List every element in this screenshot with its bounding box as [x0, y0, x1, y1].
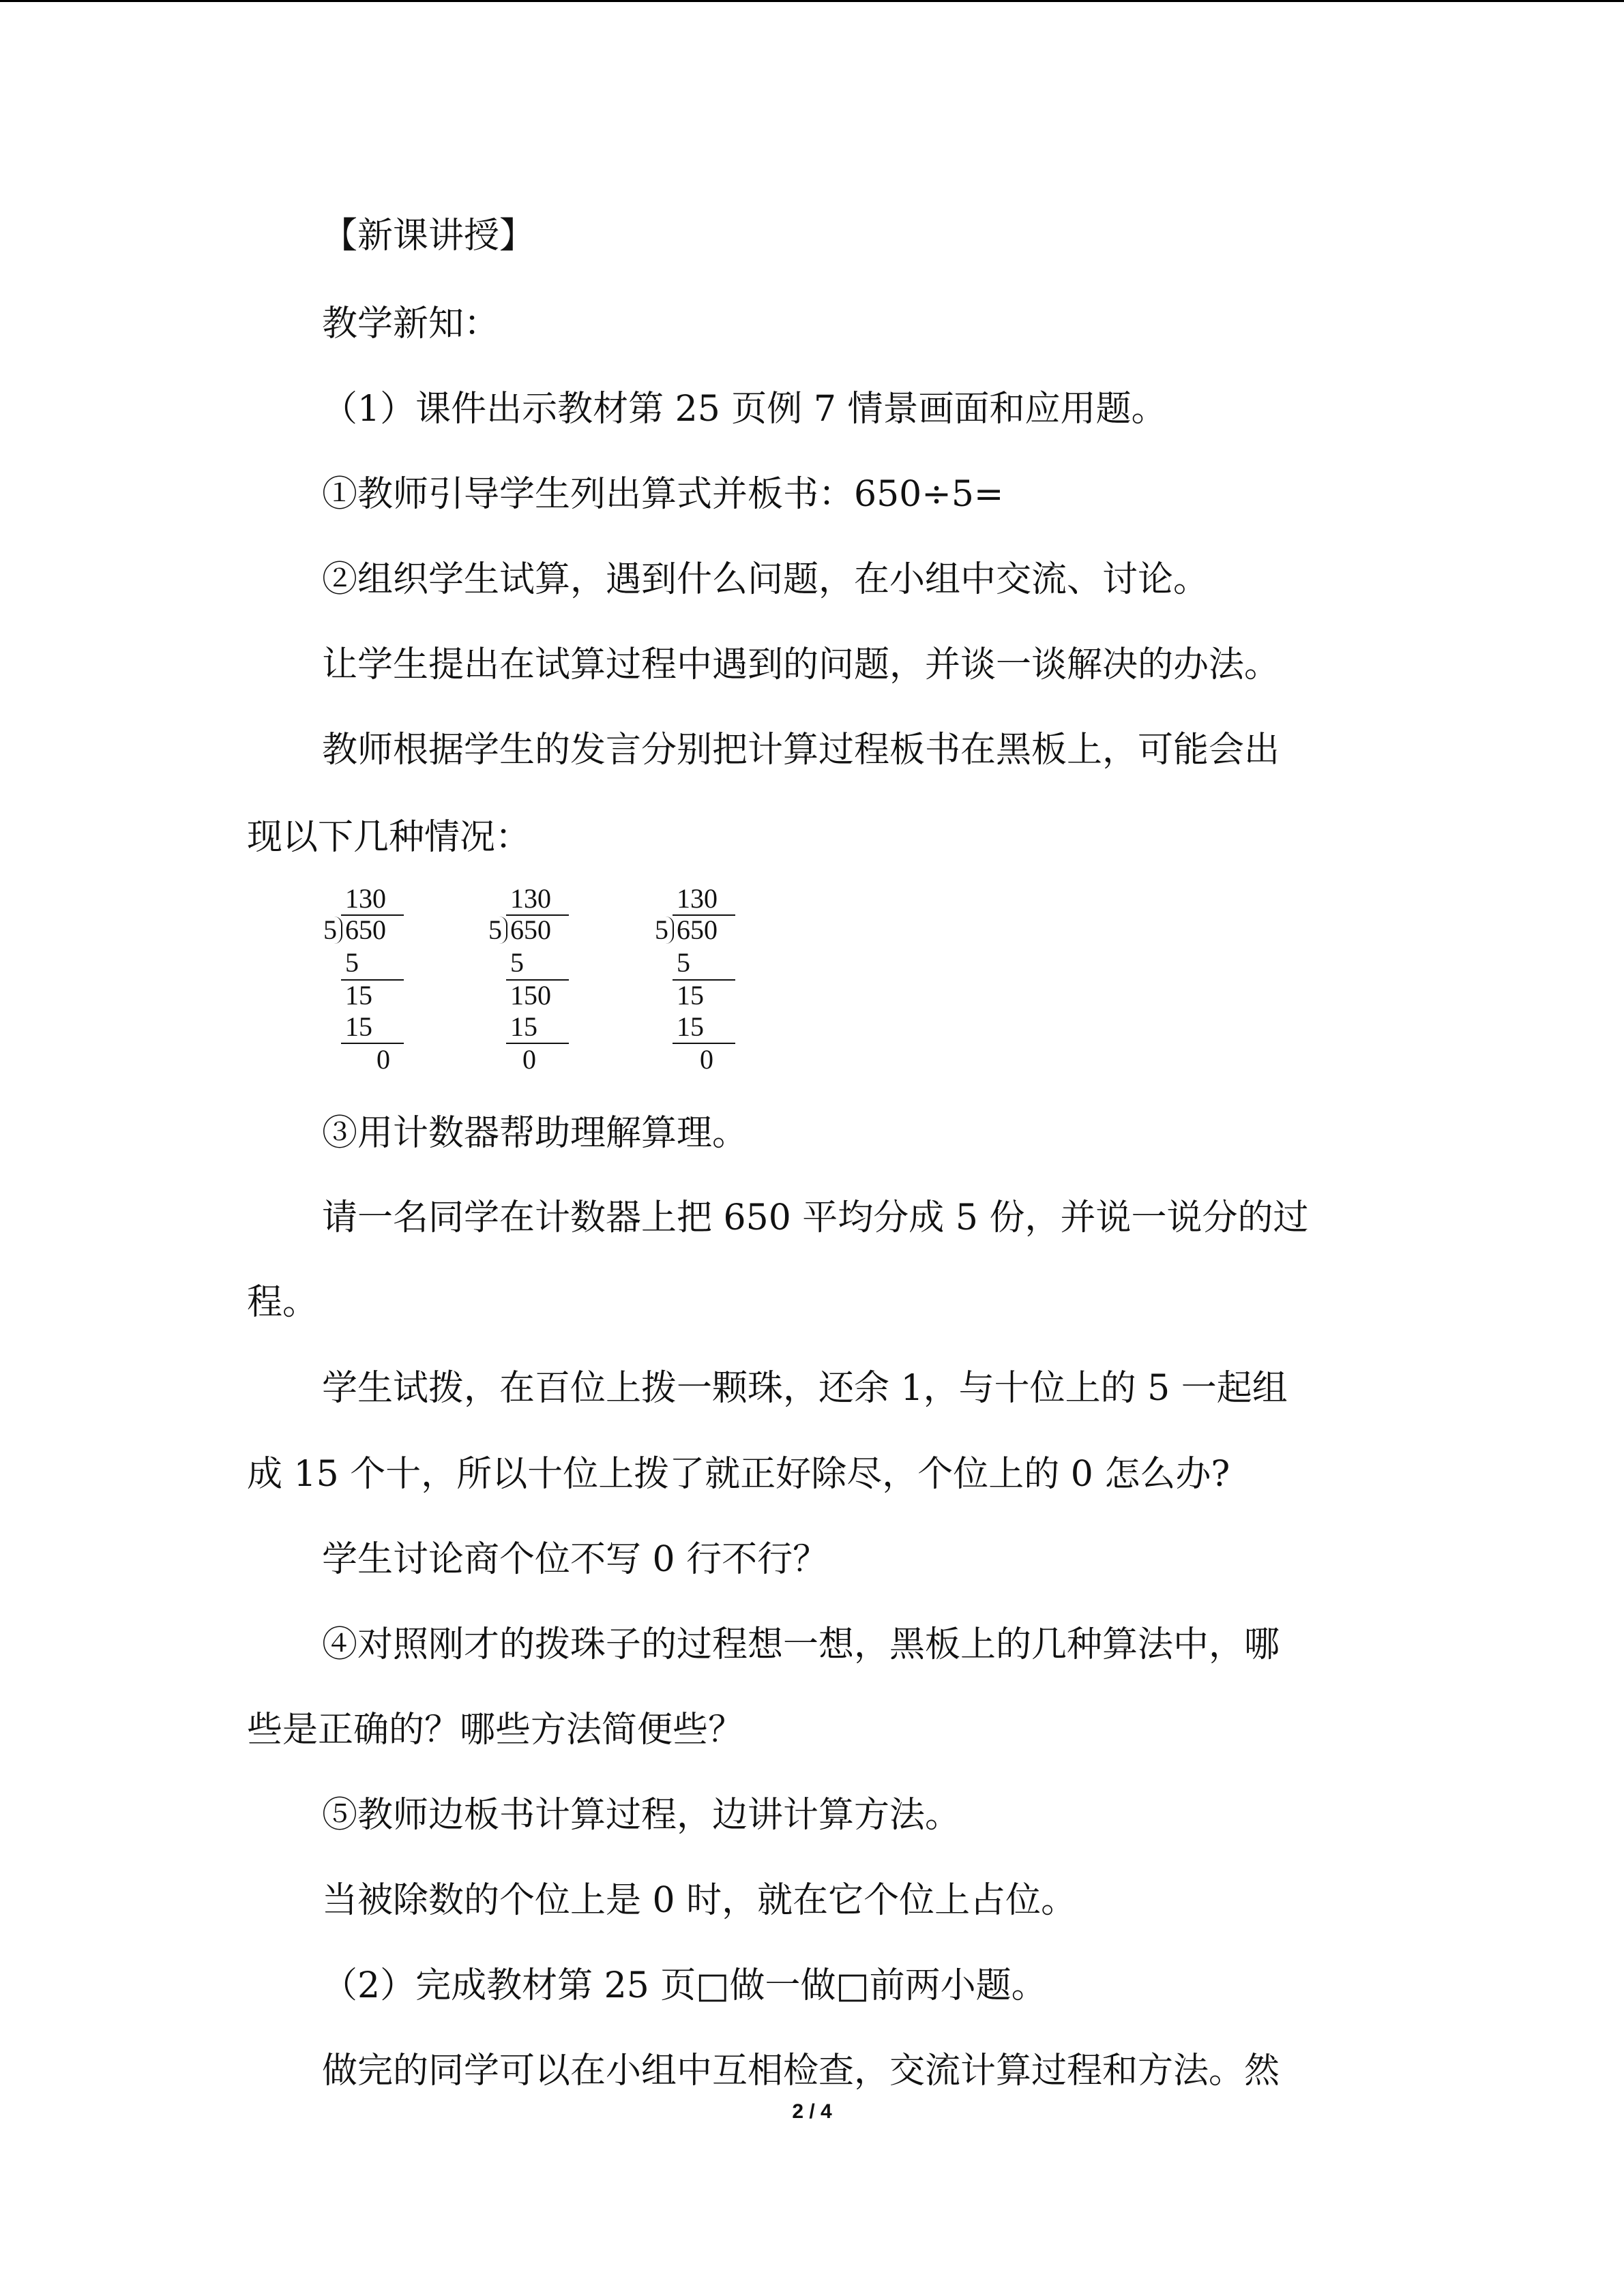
step-bar — [341, 1043, 404, 1044]
step-bar — [506, 1043, 569, 1044]
divisor: 5 — [323, 914, 337, 945]
paragraph-continuation: 些是正确的？哪些方法简便些？ — [247, 1710, 744, 1750]
step-remainder: 15 — [345, 980, 372, 1011]
quotient: 130 — [510, 883, 551, 914]
division-bracket — [334, 916, 342, 944]
quotient: 130 — [345, 883, 386, 914]
paragraph: （1）课件出示教材第 25 页例 7 情景画面和应用题。 — [322, 389, 1167, 430]
paragraph-continuation: 成 15 个十，所以十位上拨了就正好除尽，个位上的 0 怎么办? — [247, 1454, 1230, 1495]
step-product: 5 — [510, 947, 524, 978]
step-remainder: 15 — [677, 980, 704, 1011]
paragraph: 当被除数的个位上是 0 时，就在它个位上占位。 — [322, 1880, 1077, 1921]
quotient: 130 — [677, 883, 718, 914]
paragraph: 让学生提出在试算过程中遇到的问题，并谈一谈解决的办法。 — [322, 644, 1280, 685]
paragraph: ②组织学生试算，遇到什么问题，在小组中交流、讨论。 — [322, 559, 1209, 600]
step-product: 15 — [345, 1011, 372, 1042]
paragraph: 学生讨论商个位不写 0 行不行？ — [322, 1539, 829, 1580]
final-remainder: 0 — [522, 1044, 536, 1075]
paragraph: 教师根据学生的发言分别把计算过程板书在黑板上，可能会出 — [322, 730, 1280, 771]
step-product: 15 — [510, 1011, 537, 1042]
paragraph: （2）完成教材第 25 页□做一做□前两小题。 — [322, 1965, 1047, 2006]
section-heading: 【新课讲授】 — [322, 215, 535, 256]
top-border-line — [0, 0, 1624, 2]
final-remainder: 0 — [700, 1044, 713, 1075]
paragraph: ①教师引导学生列出算式并板书：650÷5= — [322, 474, 1004, 515]
paragraph: 做完的同学可以在小组中互相检查，交流计算过程和方法。然 — [322, 2051, 1280, 2091]
paragraph: ⑤教师边板书计算过程，边讲计算方法。 — [322, 1795, 961, 1836]
long-division-2 — [486, 884, 581, 1088]
paragraph: 教学新知： — [322, 303, 500, 344]
long-division-1 — [321, 884, 416, 1088]
dividend: 650 — [345, 914, 386, 945]
paragraph: 请一名同学在计数器上把 650 平均分成 5 份，并说一说分的过 — [322, 1197, 1309, 1238]
dividend: 650 — [510, 914, 551, 945]
paragraph: 学生试拨，在百位上拨一颗珠，还余 1，与十位上的 5 一起组 — [322, 1368, 1288, 1409]
step-product: 15 — [677, 1011, 704, 1042]
paragraph-continuation: 程。 — [247, 1282, 319, 1323]
step-remainder: 150 — [510, 980, 551, 1011]
division-bracket — [666, 916, 674, 944]
step-product: 5 — [677, 947, 690, 978]
division-bracket — [499, 916, 507, 944]
dividend: 650 — [677, 914, 718, 945]
long-division-3 — [652, 884, 748, 1088]
paragraph: ④对照刚才的拨珠子的过程想一想，黑板上的几种算法中，哪 — [322, 1624, 1280, 1665]
divisor: 5 — [488, 914, 502, 945]
paragraph: ③用计数器帮助理解算理。 — [322, 1113, 748, 1154]
final-remainder: 0 — [377, 1044, 390, 1075]
divisor: 5 — [655, 914, 668, 945]
paragraph-continuation: 现以下几种情况： — [247, 817, 531, 858]
page-number: 2 / 4 — [792, 2100, 832, 2123]
step-product: 5 — [345, 947, 359, 978]
